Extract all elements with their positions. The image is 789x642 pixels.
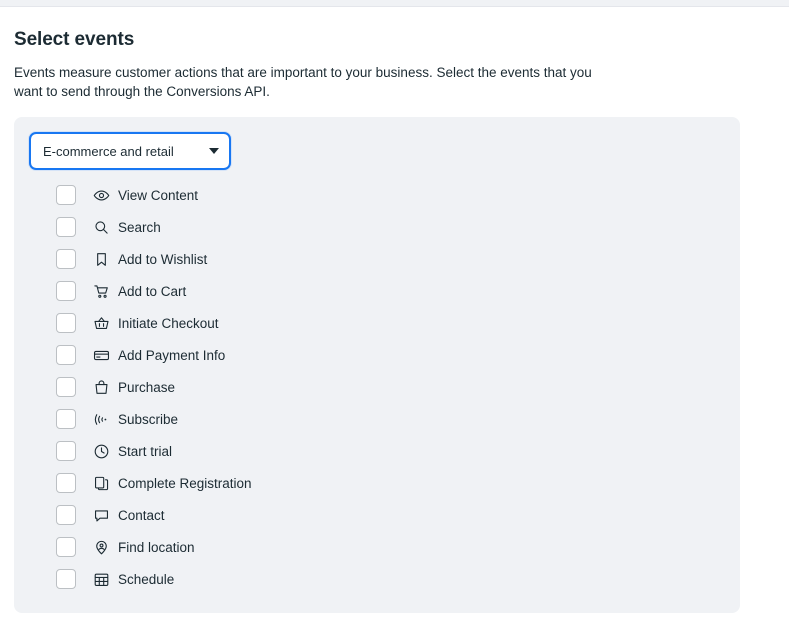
event-checkbox[interactable] [56, 217, 76, 237]
chevron-down-icon [209, 148, 219, 154]
bookmark-icon [90, 250, 112, 268]
page-description: Events measure customer actions that are important to your business. Select the events that you want to send through the Conversions API. [14, 65, 592, 99]
event-checkbox[interactable] [56, 505, 76, 525]
event-category-dropdown[interactable] [30, 133, 230, 169]
rss-icon [90, 410, 112, 428]
select-events-page [0, 7, 789, 613]
location-pin-icon [90, 538, 112, 556]
event-label: Schedule [118, 571, 175, 587]
event-label: Start trial [118, 443, 173, 459]
document-copy-icon [90, 474, 112, 492]
list-item[interactable] [30, 371, 724, 403]
list-item[interactable] [30, 403, 724, 435]
event-checkbox[interactable] [56, 185, 76, 205]
list-item[interactable] [30, 563, 724, 595]
search-icon [90, 218, 112, 236]
basket-icon [90, 314, 112, 332]
list-item[interactable] [30, 339, 724, 371]
event-checkbox[interactable] [56, 377, 76, 397]
list-item[interactable] [30, 275, 724, 307]
event-checkbox[interactable] [56, 345, 76, 365]
event-label: Initiate Checkout [118, 315, 219, 331]
list-item[interactable] [30, 179, 724, 211]
top-divider [0, 0, 789, 7]
speech-bubble-icon [90, 506, 112, 524]
list-item[interactable] [30, 499, 724, 531]
list-item[interactable] [30, 467, 724, 499]
event-label: Add to Cart [118, 283, 187, 299]
event-label: Add Payment Info [118, 347, 226, 363]
event-checkbox[interactable] [56, 313, 76, 333]
event-checkbox[interactable] [56, 473, 76, 493]
event-label: Purchase [118, 379, 176, 395]
event-label: Complete Registration [118, 475, 252, 491]
eye-icon [90, 186, 112, 204]
event-checkbox[interactable] [56, 281, 76, 301]
page-title: Select events [14, 29, 135, 50]
event-checkbox[interactable] [56, 249, 76, 269]
cart-icon [90, 282, 112, 300]
event-checkbox[interactable] [56, 409, 76, 429]
event-category-dropdown-label: E-commerce and retail [43, 143, 174, 159]
event-label: View Content [118, 187, 199, 203]
list-item[interactable] [30, 531, 724, 563]
event-label: Add to Wishlist [118, 251, 208, 267]
event-list [30, 179, 724, 595]
event-label: Subscribe [118, 411, 179, 427]
clock-icon [90, 442, 112, 460]
events-panel [14, 117, 740, 613]
event-label: Find location [118, 539, 195, 555]
calendar-icon [90, 570, 112, 588]
shopping-bag-icon [90, 378, 112, 396]
event-checkbox[interactable] [56, 441, 76, 461]
event-label: Contact [118, 507, 165, 523]
list-item[interactable] [30, 211, 724, 243]
list-item[interactable] [30, 243, 724, 275]
list-item[interactable] [30, 307, 724, 339]
event-label: Search [118, 219, 161, 235]
list-item[interactable] [30, 435, 724, 467]
event-checkbox[interactable] [56, 537, 76, 557]
credit-card-icon [90, 346, 112, 364]
event-checkbox[interactable] [56, 569, 76, 589]
